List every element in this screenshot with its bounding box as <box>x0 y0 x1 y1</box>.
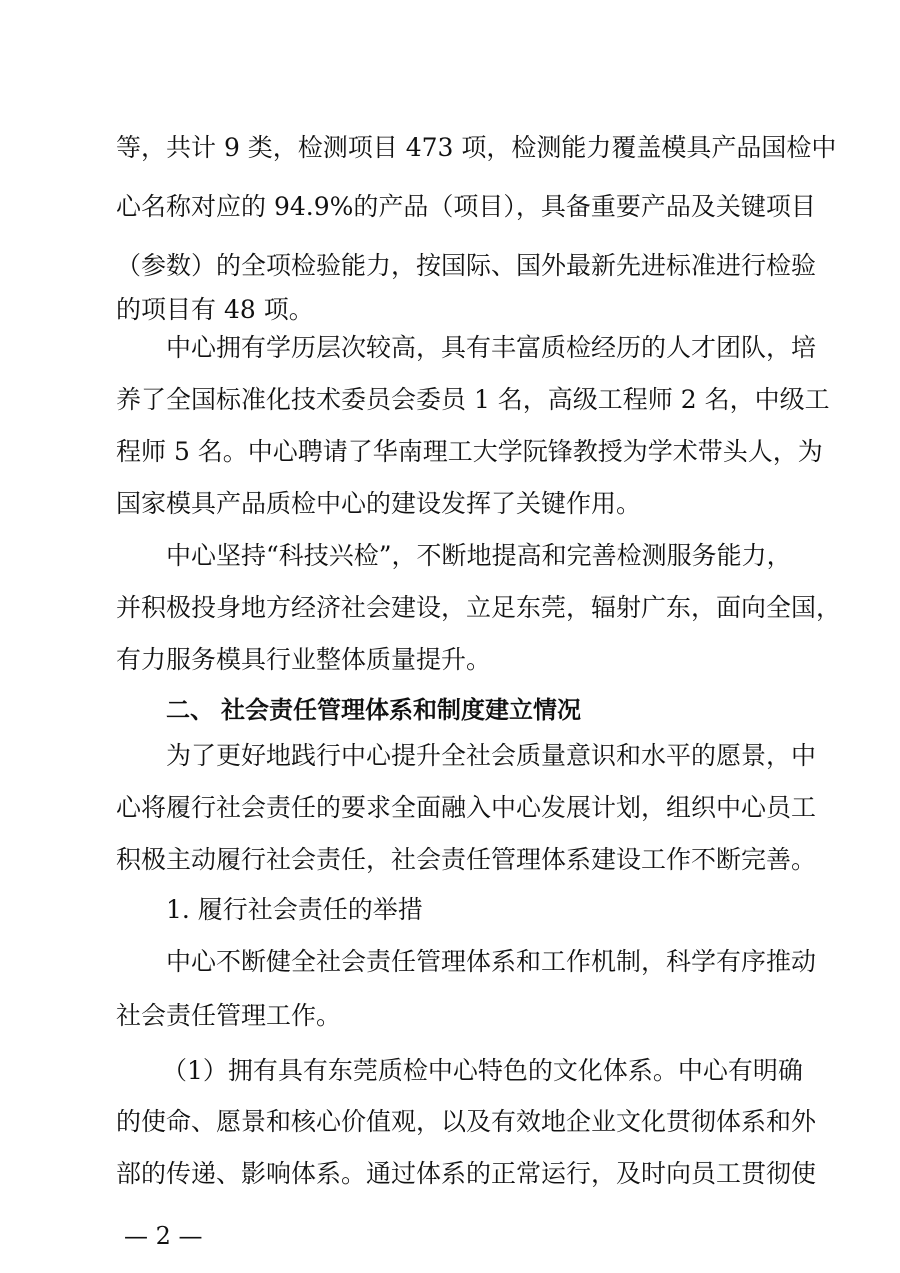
paragraph-2-line-3: 程师 5 名。中心聘请了华南理工大学阮锋教授为学术带头人，为 <box>116 437 823 466</box>
paragraph-2-line-2: 养了全国标准化技术委员会委员 1 名，高级工程师 2 名，中级工 <box>116 385 830 414</box>
paragraph-6-line-1: （1）拥有具有东莞质检中心特色的文化体系。中心有明确 <box>162 1056 803 1085</box>
paragraph-1-line-2: 心名称对应的 94.9%的产品（项目），具备重要产品及关键项目 <box>116 192 816 221</box>
paragraph-2-line-1: 中心拥有学历层次较高，具有丰富质检经历的人才团队，培 <box>166 333 817 362</box>
section-2-number: 二、 <box>166 696 214 724</box>
paragraph-6-line-2: 的使命、愿景和核心价值观，以及有效地企业文化贯彻体系和外 <box>116 1107 817 1136</box>
paragraph-5-line-1: 中心不断健全社会责任管理体系和工作机制，科学有序推动 <box>166 947 817 976</box>
section-2-title: 社会责任管理体系和制度建立情况 <box>221 696 581 724</box>
paragraph-4-line-3: 积极主动履行社会责任，社会责任管理体系建设工作不断完善。 <box>116 845 817 874</box>
paragraph-6-line-3: 部的传递、影响体系。通过体系的正常运行，及时向员工贯彻使 <box>116 1159 817 1188</box>
paragraph-2-line-4: 国家模具产品质检中心的建设发挥了关键作用。 <box>116 489 642 518</box>
page-number: — 2 — <box>124 1222 203 1250</box>
paragraph-4-line-2: 心将履行社会责任的要求全面融入中心发展计划，组织中心员工 <box>116 793 817 822</box>
paragraph-4-line-1: 为了更好地践行中心提升全社会质量意识和水平的愿景，中 <box>166 741 817 770</box>
paragraph-1-line-4: 的项目有 48 项。 <box>116 295 314 324</box>
paragraph-5-line-2: 社会责任管理工作。 <box>116 1001 342 1030</box>
paragraph-3-line-3: 有力服务模具行业整体质量提升。 <box>116 645 492 674</box>
paragraph-1-line-1: 等，共计 9 类，检测项目 473 项，检测能力覆盖模具产品国检中 <box>116 133 837 162</box>
subsection-1-title: 1. 履行社会责任的举措 <box>166 895 423 924</box>
paragraph-1-line-3: （参数）的全项检验能力，按国际、国外最新先进标准进行检验 <box>116 251 817 280</box>
paragraph-3-line-2: 并积极投身地方经济社会建设，立足东莞，辐射广东，面向全国， <box>116 593 842 622</box>
paragraph-3-line-1: 中心坚持“科技兴检”，不断地提高和完善检测服务能力， <box>166 541 792 570</box>
